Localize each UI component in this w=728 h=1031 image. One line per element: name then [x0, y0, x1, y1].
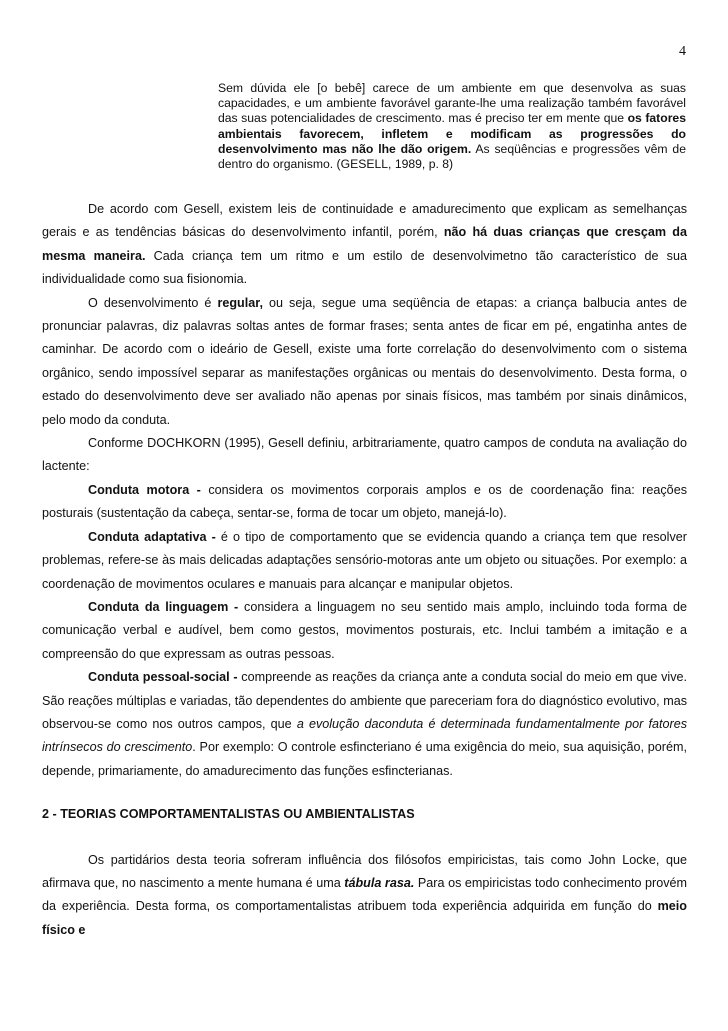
p2-text-2: ou seja, segue uma seqüência de etapas: a criança balbucia antes de pronunciar palavras, diz palavras soltas antes de formar frases; senta antes de ficar em pé, engatinha antes de caminhar. De acordo com o ideário de Gesell, existe uma forte correlação do desenvolvimento com o sistema orgânico, sendo impossível separar as manifestações orgânicas ou mentais do desenvolvimento. Desta forma, o estado do desenvolvimento deve ser avaliado não apenas por sinais físicos, mas também por sinais dinâmicos, pelo modo da conduta.: [42, 295, 687, 427]
quote-bold: os fatores ambientais favorecem, infletem e modificam as progressões do desenvolvimento mas não lhe dão origem.: [218, 111, 686, 156]
p8-bold-italic: tábula rasa.: [344, 875, 415, 890]
paragraph-2: [42, 292, 687, 432]
conduta-linguagem-title: Conduta da linguagem -: [88, 599, 239, 614]
p8-bold: meio físico e: [42, 899, 687, 937]
p4-text: considera os movimentos corporais amplos e os de coordenação fina: reações posturais (sustentação da cabeça, sentar-se, forma de tocar um objeto, manejá-lo).: [42, 482, 687, 521]
p1-text-2: Cada criança tem um ritmo e um estilo de desenvolvimetno tão característico de sua individualidade como sua fisionomia.: [42, 248, 687, 287]
quote-text-1: Sem dúvida ele [o bebê] carece de um ambiente em que desenvolva as suas capacidades, e um ambiente favorável garante-lhe uma realização também favorável das suas potencialidades de crescimento. mas é preciso ter em mente que: [218, 81, 686, 126]
conduta-motora-title: Conduta motora -: [88, 482, 201, 497]
p7-italic: a evolução daconduta é determinada fundamentalmente por fatores intrínsecos do crescimento: [42, 716, 688, 755]
body-text: [42, 198, 687, 942]
paragraph-conduta-pessoal-social: [42, 666, 687, 783]
p1-text-1: De acordo com Gesell, existem leis de continuidade e amadurecimento que explicam as semelhanças gerais e as tendências básicas do desenvolvimento infantil, porém,: [42, 202, 687, 240]
page-number: 4: [679, 44, 686, 59]
conduta-adaptativa-title: Conduta adaptativa -: [88, 529, 216, 544]
p7-text-1: compreende as reações da criança ante a conduta social do meio em que vive. São reações múltiplas e variadas, tão dependentes do ambiente que pareceriam fora do diagnóstico evolutivo, mas observou-se como nos outros campos, que: [42, 670, 687, 731]
p2-bold: regular,: [217, 295, 263, 310]
section-heading: 2 - TEORIAS COMPORTAMENTALISTAS OU AMBIENTALISTAS: [42, 807, 415, 822]
p2-text-1: O desenvolvimento é: [88, 295, 218, 310]
paragraph-conduta-adaptativa: [42, 526, 687, 596]
p8-text-2: Para os empiricistas todo conhecimento provém da experiência. Desta forma, os comportamentalistas atribuem toda experiência adquirida em função do: [42, 875, 687, 914]
conduta-pessoal-social-title: Conduta pessoal-social -: [88, 670, 238, 685]
p5-text: é o tipo de comportamento que se evidencia quando a criança tem que resolver problemas, refere-se às mais delicadas adaptações sensório-motoras ante um objeto ou situações. Por exemplo: a coordenação de movimentos oculares e manuais para alcançar e manipular objetos.: [42, 529, 687, 591]
p7-text-2: . Por exemplo: O controle esfincteriano é uma exigência do meio, sua aquisição, porém, depende, primariamente, do amadurecimento das funções esfincterianas.: [42, 740, 687, 778]
paragraph-1: [42, 198, 687, 292]
p1-bold: não há duas crianças que cresçam da mesma maneira.: [42, 225, 688, 263]
p8-text-1: Os partidários desta teoria sofreram influência dos filósofos empiricistas, tais como John Locke, que afirmava que, no nascimento a mente humana é uma: [42, 852, 687, 890]
paragraph-conduta-motora: [42, 479, 687, 526]
p6-text: considera a linguagem no seu sentido mais amplo, incluindo toda forma de comunicação verbal e audível, bem como gestos, movimentos posturais, etc. Inclui também a imitação e a compreensão do que expressam as outras pessoas.: [42, 599, 687, 661]
block-quote: [218, 81, 686, 172]
p3-text: Conforme DOCHKORN (1995), Gesell definiu, arbitrariamente, quatro campos de conduta na avaliação do lactente:: [42, 436, 687, 474]
paragraph-3: [42, 432, 687, 479]
paragraph-conduta-linguagem: [42, 596, 687, 666]
paragraph-8: [42, 849, 687, 943]
quote-text-2: As seqüências e progressões vêm de dentro do organismo. (GESELL, 1989, p. 8): [218, 141, 686, 172]
